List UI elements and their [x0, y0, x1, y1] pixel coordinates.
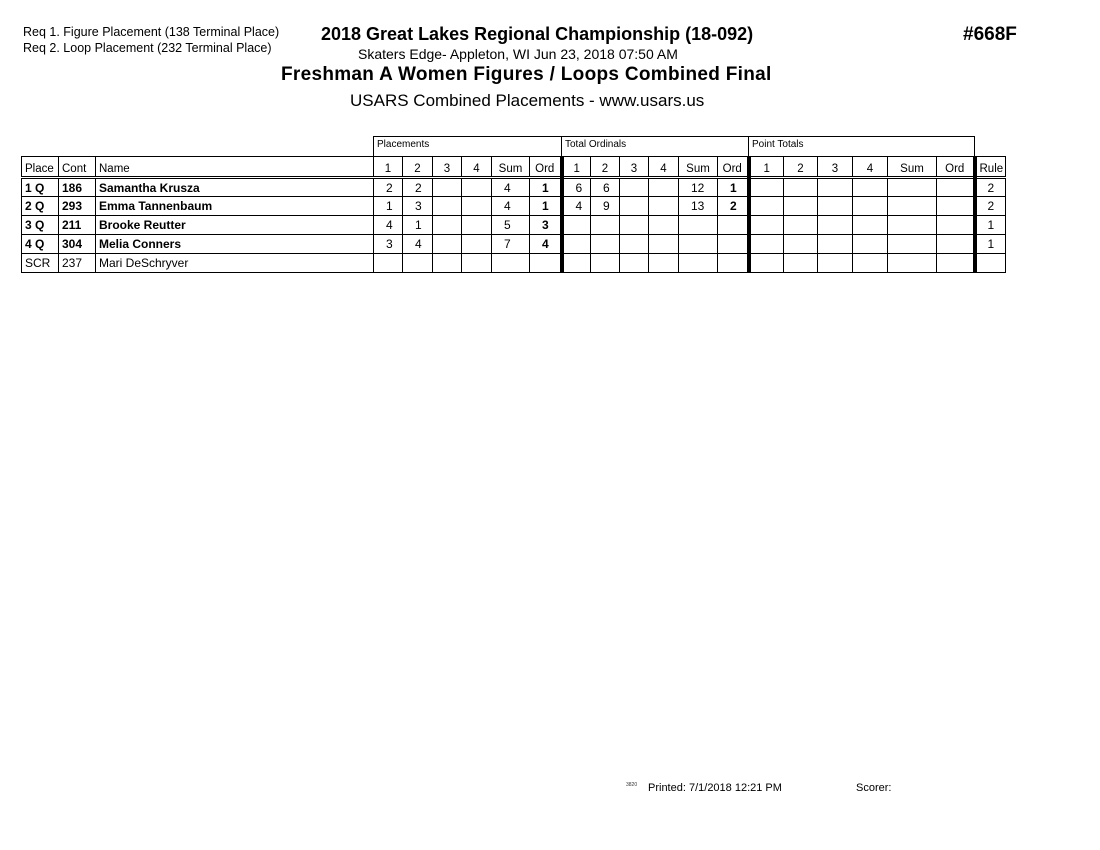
- ordinal-sum-cell: 13: [679, 197, 718, 216]
- ordinal-3-cell: [620, 254, 649, 273]
- points-1-cell: [749, 254, 784, 273]
- placement-2-cell: 4: [403, 235, 433, 254]
- col-placement-4: 4: [462, 157, 492, 178]
- points-sum-cell: [888, 235, 937, 254]
- col-placement-2: 2: [403, 157, 433, 178]
- col-place: Place: [22, 157, 59, 178]
- placement-4-cell: [462, 216, 492, 235]
- points-ord-cell: [937, 254, 975, 273]
- col-placement-3: 3: [433, 157, 462, 178]
- group-header-total-ordinals: Total Ordinals: [561, 136, 749, 156]
- col-ordinal-3: 3: [620, 157, 649, 178]
- points-sum-cell: [888, 178, 937, 197]
- placement-3-cell: [433, 197, 462, 216]
- location-date: Skaters Edge- Appleton, WI Jun 23, 2018 07:50 AM: [358, 46, 678, 62]
- points-3-cell: [818, 235, 853, 254]
- placement-2-cell: [403, 254, 433, 273]
- points-ord-cell: [937, 197, 975, 216]
- rule-cell: 2: [975, 197, 1006, 216]
- placement-1-cell: 2: [374, 178, 403, 197]
- place-cell: 3 Q: [22, 216, 59, 235]
- ordinal-sum-cell: [679, 216, 718, 235]
- placement-sum-cell: 5: [492, 216, 530, 235]
- ordinal-3-cell: [620, 235, 649, 254]
- placement-4-cell: [462, 178, 492, 197]
- points-ord-cell: [937, 216, 975, 235]
- points-sum-cell: [888, 216, 937, 235]
- ordinal-1-cell: 4: [562, 197, 591, 216]
- placement-4-cell: [462, 254, 492, 273]
- placement-1-cell: 1: [374, 197, 403, 216]
- column-header-row: [22, 157, 1006, 178]
- placement-sum-cell: 4: [492, 178, 530, 197]
- name-cell: Mari DeSchryver: [96, 254, 374, 273]
- ordinal-4-cell: [649, 178, 679, 197]
- placement-4-cell: [462, 197, 492, 216]
- name-cell: Melia Conners: [96, 235, 374, 254]
- points-4-cell: [853, 254, 888, 273]
- placement-sum-cell: 7: [492, 235, 530, 254]
- cont-cell: 293: [59, 197, 96, 216]
- place-cell: SCR: [22, 254, 59, 273]
- placement-2-cell: 3: [403, 197, 433, 216]
- ordinal-ord-cell: [718, 216, 749, 235]
- placement-2-cell: 1: [403, 216, 433, 235]
- placement-4-cell: [462, 235, 492, 254]
- placement-1-cell: 4: [374, 216, 403, 235]
- points-ord-cell: [937, 178, 975, 197]
- ordinal-4-cell: [649, 254, 679, 273]
- points-1-cell: [749, 235, 784, 254]
- placement-1-cell: [374, 254, 403, 273]
- ordinal-2-cell: [591, 254, 620, 273]
- report-code: 3820: [626, 782, 638, 788]
- points-4-cell: [853, 235, 888, 254]
- event-number: #668F: [963, 24, 1017, 45]
- placement-ord-cell: [530, 254, 562, 273]
- ordinal-4-cell: [649, 235, 679, 254]
- placement-ord-cell: 3: [530, 216, 562, 235]
- placement-3-cell: [433, 178, 462, 197]
- cont-cell: 237: [59, 254, 96, 273]
- ordinal-2-cell: 6: [591, 178, 620, 197]
- col-ordinal-1: 1: [562, 157, 591, 178]
- table-row: [22, 254, 1006, 273]
- ordinal-1-cell: 6: [562, 178, 591, 197]
- group-header-placements: Placements: [373, 136, 562, 156]
- table-row: [22, 235, 1006, 254]
- rule-cell: 2: [975, 178, 1006, 197]
- points-4-cell: [853, 197, 888, 216]
- name-cell: Brooke Reutter: [96, 216, 374, 235]
- cont-cell: 186: [59, 178, 96, 197]
- points-2-cell: [784, 235, 818, 254]
- points-3-cell: [818, 178, 853, 197]
- ordinal-ord-cell: [718, 235, 749, 254]
- ordinal-1-cell: [562, 254, 591, 273]
- col-ordinal-sum: Sum: [679, 157, 718, 178]
- col-cont: Cont: [59, 157, 96, 178]
- ordinal-4-cell: [649, 216, 679, 235]
- points-4-cell: [853, 178, 888, 197]
- points-2-cell: [784, 178, 818, 197]
- group-header-point-totals: Point Totals: [748, 136, 975, 156]
- ordinal-ord-cell: 2: [718, 197, 749, 216]
- col-placement-ord: Ord: [530, 157, 562, 178]
- points-2-cell: [784, 197, 818, 216]
- points-1-cell: [749, 178, 784, 197]
- ordinal-3-cell: [620, 216, 649, 235]
- placement-sum-cell: [492, 254, 530, 273]
- ordinal-ord-cell: [718, 254, 749, 273]
- points-ord-cell: [937, 235, 975, 254]
- cont-cell: 304: [59, 235, 96, 254]
- ordinal-3-cell: [620, 197, 649, 216]
- col-placement-1: 1: [374, 157, 403, 178]
- points-1-cell: [749, 197, 784, 216]
- col-ordinal-ord: Ord: [718, 157, 749, 178]
- event-name: Freshman A Women Figures / Loops Combined Final: [281, 64, 772, 85]
- points-sum-cell: [888, 197, 937, 216]
- points-1-cell: [749, 216, 784, 235]
- placement-ord-cell: 1: [530, 178, 562, 197]
- ordinal-1-cell: [562, 216, 591, 235]
- placement-ord-cell: 4: [530, 235, 562, 254]
- place-cell: 1 Q: [22, 178, 59, 197]
- placement-1-cell: 3: [374, 235, 403, 254]
- col-points-3: 3: [818, 157, 853, 178]
- rule-cell: 1: [975, 235, 1006, 254]
- ordinal-4-cell: [649, 197, 679, 216]
- col-ordinal-2: 2: [591, 157, 620, 178]
- table-row: [22, 197, 1006, 216]
- cont-cell: 211: [59, 216, 96, 235]
- points-2-cell: [784, 254, 818, 273]
- results-table: [21, 156, 1006, 273]
- placement-3-cell: [433, 216, 462, 235]
- requirement-2: Req 2. Loop Placement (232 Terminal Place): [23, 41, 272, 55]
- col-ordinal-4: 4: [649, 157, 679, 178]
- competition-title: 2018 Great Lakes Regional Championship (18-092): [321, 24, 754, 44]
- printed-timestamp: Printed: 7/1/2018 12:21 PM: [648, 782, 782, 794]
- points-2-cell: [784, 216, 818, 235]
- placement-3-cell: [433, 235, 462, 254]
- ordinal-3-cell: [620, 178, 649, 197]
- report-subtitle: USARS Combined Placements - www.usars.us: [350, 91, 705, 110]
- col-name: Name: [96, 157, 374, 178]
- place-cell: 2 Q: [22, 197, 59, 216]
- ordinal-2-cell: [591, 235, 620, 254]
- col-rule: Rule: [975, 157, 1006, 178]
- points-4-cell: [853, 216, 888, 235]
- col-points-ord: Ord: [937, 157, 975, 178]
- ordinal-1-cell: [562, 235, 591, 254]
- name-cell: Samantha Krusza: [96, 178, 374, 197]
- table-row: [22, 216, 1006, 235]
- ordinal-sum-cell: [679, 235, 718, 254]
- requirement-1: Req 1. Figure Placement (138 Terminal Place): [23, 25, 280, 39]
- placement-ord-cell: 1: [530, 197, 562, 216]
- ordinal-2-cell: [591, 216, 620, 235]
- points-3-cell: [818, 197, 853, 216]
- placement-sum-cell: 4: [492, 197, 530, 216]
- col-placement-sum: Sum: [492, 157, 530, 178]
- ordinal-sum-cell: 12: [679, 178, 718, 197]
- ordinal-sum-cell: [679, 254, 718, 273]
- placement-2-cell: 2: [403, 178, 433, 197]
- col-points-1: 1: [749, 157, 784, 178]
- points-sum-cell: [888, 254, 937, 273]
- col-points-4: 4: [853, 157, 888, 178]
- col-points-sum: Sum: [888, 157, 937, 178]
- points-3-cell: [818, 254, 853, 273]
- table-row: [22, 178, 1006, 197]
- name-cell: Emma Tannenbaum: [96, 197, 374, 216]
- rule-cell: 1: [975, 216, 1006, 235]
- ordinal-2-cell: 9: [591, 197, 620, 216]
- ordinal-ord-cell: 1: [718, 178, 749, 197]
- points-3-cell: [818, 216, 853, 235]
- place-cell: 4 Q: [22, 235, 59, 254]
- col-points-2: 2: [784, 157, 818, 178]
- placement-3-cell: [433, 254, 462, 273]
- rule-cell: [975, 254, 1006, 273]
- scorer-label: Scorer:: [856, 782, 892, 794]
